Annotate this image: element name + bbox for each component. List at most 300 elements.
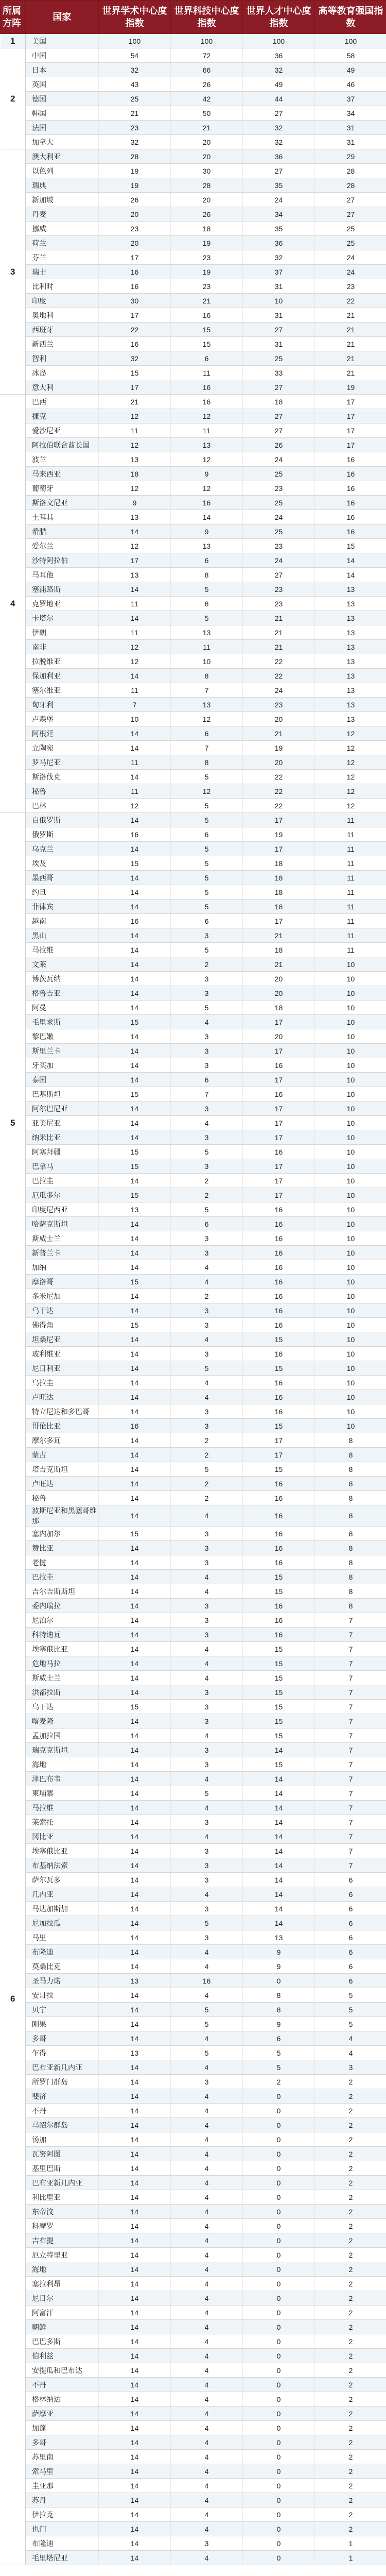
table-row	[1, 2479, 386, 2493]
academic-cell: 14	[99, 871, 171, 885]
tech-cell: 9	[171, 467, 243, 481]
country-cell: 格林纳达	[26, 2392, 99, 2406]
talent-cell: 16	[243, 1390, 315, 1404]
academic-cell: 14	[99, 1541, 171, 1555]
tech-cell: 3	[171, 1902, 243, 1916]
education-cell: 10	[315, 1174, 386, 1188]
academic-cell: 14	[99, 2205, 171, 2219]
tech-cell: 3	[171, 2536, 243, 2551]
tech-cell: 4	[171, 2522, 243, 2536]
education-cell: 8	[315, 1477, 386, 1491]
table-row	[1, 755, 386, 770]
academic-cell: 14	[99, 770, 171, 784]
country-cell: 佛得角	[26, 1318, 99, 1332]
education-cell: 3	[315, 2060, 386, 2075]
table-row	[1, 553, 386, 568]
education-cell: 10	[315, 1130, 386, 1145]
country-cell: 奥地利	[26, 308, 99, 323]
table-row	[1, 1275, 386, 1289]
country-cell: 斯洛文尼亚	[26, 496, 99, 510]
academic-cell: 14	[99, 1231, 171, 1246]
academic-cell: 14	[99, 2421, 171, 2435]
education-cell: 10	[315, 1303, 386, 1318]
talent-cell: 16	[243, 1628, 315, 1642]
academic-cell: 14	[99, 1073, 171, 1087]
tech-cell: 2	[171, 957, 243, 972]
education-cell: 21	[315, 323, 386, 337]
table-row	[1, 2219, 386, 2233]
table-row	[1, 654, 386, 669]
table-row	[1, 1959, 386, 1974]
table-row	[1, 1202, 386, 1217]
talent-cell: 20	[243, 1029, 315, 1044]
table-row	[1, 1145, 386, 1159]
country-cell: 阿塞拜疆	[26, 1145, 99, 1159]
country-cell: 多米尼加	[26, 1289, 99, 1303]
country-cell: 洪都拉斯	[26, 1685, 99, 1700]
talent-cell: 8	[243, 2003, 315, 2017]
tech-cell: 13	[171, 625, 243, 640]
academic-cell: 14	[99, 1844, 171, 1858]
tech-cell: 5	[171, 2003, 243, 2017]
country-cell: 吉尔吉斯斯坦	[26, 1584, 99, 1599]
academic-cell: 14	[99, 2363, 171, 2378]
country-cell: 新西兰	[26, 337, 99, 351]
table-row	[1, 467, 386, 481]
talent-cell: 0	[243, 2205, 315, 2219]
education-cell: 10	[315, 1202, 386, 1217]
tech-cell: 2	[171, 1491, 243, 1505]
academic-cell: 14	[99, 2104, 171, 2118]
education-cell: 2	[315, 2378, 386, 2392]
country-cell: 巴基斯坦	[26, 1087, 99, 1101]
table-row	[1, 34, 386, 48]
talent-cell: 22	[243, 770, 315, 784]
academic-cell: 23	[99, 121, 171, 135]
academic-cell: 14	[99, 611, 171, 625]
country-cell: 越南	[26, 914, 99, 928]
header-tier: 所属方阵	[1, 1, 26, 34]
country-cell: 巴西	[26, 395, 99, 409]
academic-cell: 32	[99, 351, 171, 366]
country-cell: 巴巴多斯	[26, 2334, 99, 2349]
education-cell: 10	[315, 1073, 386, 1087]
talent-cell: 32	[243, 121, 315, 135]
talent-cell: 14	[243, 1844, 315, 1858]
talent-cell: 22	[243, 669, 315, 683]
country-cell: 埃塞俄比亚	[26, 1642, 99, 1656]
country-cell: 哈萨克斯坦	[26, 1217, 99, 1231]
tech-cell: 5	[171, 799, 243, 813]
country-cell: 阿尔巴尼亚	[26, 1101, 99, 1116]
education-cell: 2	[315, 2118, 386, 2132]
academic-cell: 14	[99, 2017, 171, 2031]
country-cell: 牙买加	[26, 1058, 99, 1073]
academic-cell: 14	[99, 2031, 171, 2046]
tech-cell: 3	[171, 1815, 243, 1829]
academic-cell: 16	[99, 265, 171, 279]
talent-cell: 21	[243, 726, 315, 741]
table-row	[1, 1801, 386, 1815]
talent-cell: 21	[243, 611, 315, 625]
table-row	[1, 2031, 386, 2046]
country-cell: 斯威士兰	[26, 1231, 99, 1246]
talent-cell: 8	[243, 1988, 315, 2003]
academic-cell: 14	[99, 1289, 171, 1303]
education-cell: 6	[315, 1959, 386, 1974]
country-cell: 卢旺达	[26, 1390, 99, 1404]
country-cell: 韩国	[26, 106, 99, 121]
table-row	[1, 366, 386, 380]
tech-cell: 4	[171, 1584, 243, 1599]
talent-cell: 16	[243, 1477, 315, 1491]
education-cell: 2	[315, 2435, 386, 2450]
talent-cell: 15	[243, 1728, 315, 1743]
country-cell: 菲律宾	[26, 900, 99, 914]
tech-cell: 4	[171, 1332, 243, 1347]
table-row	[1, 1073, 386, 1087]
table-row	[1, 423, 386, 438]
country-cell: 基里巴斯	[26, 2161, 99, 2176]
country-cell: 安哥拉	[26, 1988, 99, 2003]
table-row	[1, 1303, 386, 1318]
tech-cell: 4	[171, 2205, 243, 2219]
education-cell: 10	[315, 1419, 386, 1433]
talent-cell: 16	[243, 1491, 315, 1505]
academic-cell: 12	[99, 539, 171, 553]
academic-cell: 15	[99, 1275, 171, 1289]
education-cell: 7	[315, 1714, 386, 1728]
talent-cell: 9	[243, 2017, 315, 2031]
tech-cell: 4	[171, 2161, 243, 2176]
academic-cell: 11	[99, 784, 171, 799]
education-cell: 24	[315, 265, 386, 279]
tech-cell: 5	[171, 582, 243, 597]
table-row	[1, 1599, 386, 1613]
table-row	[1, 957, 386, 972]
talent-cell: 17	[243, 1433, 315, 1448]
country-cell: 墨西哥	[26, 871, 99, 885]
tech-cell: 6	[171, 827, 243, 842]
tech-cell: 16	[171, 496, 243, 510]
education-cell: 19	[315, 380, 386, 395]
academic-cell: 14	[99, 1642, 171, 1656]
education-cell: 7	[315, 1801, 386, 1815]
education-cell: 7	[315, 1844, 386, 1858]
tech-cell: 3	[171, 1930, 243, 1945]
education-cell: 7	[315, 1815, 386, 1829]
tech-cell: 4	[171, 2176, 243, 2190]
table-row	[1, 1087, 386, 1101]
country-cell: 科特迪瓦	[26, 1628, 99, 1642]
country-cell: 尼日利亚	[26, 1361, 99, 1376]
education-cell: 10	[315, 1289, 386, 1303]
country-cell: 莱索托	[26, 1815, 99, 1829]
tech-cell: 2	[171, 1289, 243, 1303]
table-row	[1, 510, 386, 524]
tech-cell: 11	[171, 423, 243, 438]
tech-cell: 4	[171, 2421, 243, 2435]
education-cell: 2	[315, 2248, 386, 2262]
academic-cell: 14	[99, 1815, 171, 1829]
table-row	[1, 279, 386, 294]
tech-cell: 8	[171, 755, 243, 770]
academic-cell: 14	[99, 972, 171, 986]
country-cell: 尼泊尔	[26, 1613, 99, 1628]
education-cell: 7	[315, 1743, 386, 1757]
talent-cell: 20	[243, 972, 315, 986]
academic-cell: 14	[99, 2378, 171, 2392]
country-cell: 巴林	[26, 799, 99, 813]
country-cell: 布隆迪	[26, 2536, 99, 2551]
education-cell: 13	[315, 654, 386, 669]
country-cell: 贝宁	[26, 2003, 99, 2017]
education-cell: 11	[315, 827, 386, 842]
country-cell: 保加利亚	[26, 669, 99, 683]
talent-cell: 20	[243, 986, 315, 1001]
table-row	[1, 337, 386, 351]
country-cell: 印度尼西亚	[26, 1202, 99, 1217]
academic-cell: 14	[99, 1217, 171, 1231]
talent-cell: 0	[243, 2363, 315, 2378]
talent-cell: 17	[243, 914, 315, 928]
tech-cell: 3	[171, 1628, 243, 1642]
education-cell: 17	[315, 395, 386, 409]
table-row	[1, 323, 386, 337]
academic-cell: 19	[99, 164, 171, 178]
academic-cell: 14	[99, 1029, 171, 1044]
talent-cell: 18	[243, 871, 315, 885]
header-country: 国家	[26, 1, 99, 34]
academic-cell: 14	[99, 928, 171, 943]
education-cell: 5	[315, 2017, 386, 2031]
talent-cell: 14	[243, 1829, 315, 1844]
academic-cell: 14	[99, 1599, 171, 1613]
education-cell: 2	[315, 2089, 386, 2104]
tech-cell: 6	[171, 553, 243, 568]
education-cell: 46	[315, 77, 386, 92]
tech-cell: 4	[171, 2132, 243, 2147]
table-row	[1, 842, 386, 856]
talent-cell: 0	[243, 2147, 315, 2161]
country-cell: 印度	[26, 294, 99, 308]
header-talent: 世界人才中心度指数	[243, 1, 315, 34]
country-cell: 塔吉克斯坦	[26, 1462, 99, 1477]
academic-cell: 17	[99, 380, 171, 395]
education-cell: 6	[315, 1887, 386, 1902]
country-cell: 乌干达	[26, 1303, 99, 1318]
tech-cell: 3	[171, 1044, 243, 1058]
talent-cell: 0	[243, 2507, 315, 2522]
table-row	[1, 1130, 386, 1145]
talent-cell: 17	[243, 1116, 315, 1130]
tech-cell: 5	[171, 770, 243, 784]
tech-cell: 4	[171, 1829, 243, 1844]
country-cell: 毛里塔尼亚	[26, 2551, 99, 2565]
table-row	[1, 2190, 386, 2205]
talent-cell: 14	[243, 1873, 315, 1887]
tech-cell: 4	[171, 2406, 243, 2421]
education-cell: 8	[315, 1541, 386, 1555]
education-cell: 2	[315, 2219, 386, 2233]
country-cell: 赞比亚	[26, 1541, 99, 1555]
talent-cell: 16	[243, 1289, 315, 1303]
table-row	[1, 1858, 386, 1873]
country-cell: 马拉维	[26, 1801, 99, 1815]
academic-cell: 14	[99, 1477, 171, 1491]
academic-cell: 14	[99, 1902, 171, 1916]
talent-cell: 24	[243, 683, 315, 698]
tech-cell: 4	[171, 1959, 243, 1974]
academic-cell: 12	[99, 438, 171, 452]
table-row	[1, 1116, 386, 1130]
tech-cell: 5	[171, 856, 243, 871]
table-row	[1, 1700, 386, 1714]
talent-cell: 36	[243, 149, 315, 164]
country-cell: 苏丹	[26, 2493, 99, 2507]
table-row	[1, 1404, 386, 1419]
education-cell: 2	[315, 2306, 386, 2320]
talent-cell: 17	[243, 842, 315, 856]
country-cell: 法国	[26, 121, 99, 135]
country-cell: 布基纳法索	[26, 1858, 99, 1873]
academic-cell: 17	[99, 553, 171, 568]
talent-cell: 17	[243, 1159, 315, 1174]
country-cell: 塞拉利昂	[26, 2277, 99, 2291]
table-row	[1, 496, 386, 510]
talent-cell: 17	[243, 1174, 315, 1188]
country-cell: 利比里亚	[26, 2190, 99, 2205]
academic-cell: 15	[99, 1015, 171, 1029]
country-cell: 巴布亚新几内亚	[26, 2060, 99, 2075]
talent-cell: 22	[243, 784, 315, 799]
table-row	[1, 2248, 386, 2262]
talent-cell: 27	[243, 164, 315, 178]
education-cell: 6	[315, 1873, 386, 1887]
table-row	[1, 1873, 386, 1887]
tech-cell: 16	[171, 380, 243, 395]
country-cell: 博茨瓦纳	[26, 972, 99, 986]
tech-cell: 4	[171, 1656, 243, 1671]
education-cell: 2	[315, 2205, 386, 2219]
talent-cell: 23	[243, 597, 315, 611]
talent-cell: 13	[243, 1930, 315, 1945]
education-cell: 6	[315, 1916, 386, 1930]
education-cell: 8	[315, 1433, 386, 1448]
tech-cell: 3	[171, 1527, 243, 1541]
education-cell: 2	[315, 2334, 386, 2349]
tech-cell: 6	[171, 1217, 243, 1231]
academic-cell: 14	[99, 1448, 171, 1462]
country-cell: 委内瑞拉	[26, 1599, 99, 1613]
academic-cell: 15	[99, 1700, 171, 1714]
tech-cell: 2	[171, 1477, 243, 1491]
education-cell: 2	[315, 2464, 386, 2479]
education-cell: 31	[315, 121, 386, 135]
academic-cell: 14	[99, 524, 171, 539]
academic-cell: 14	[99, 2392, 171, 2406]
tech-cell: 16	[171, 308, 243, 323]
talent-cell: 21	[243, 957, 315, 972]
tech-cell: 4	[171, 1390, 243, 1404]
academic-cell: 13	[99, 1974, 171, 1988]
education-cell: 13	[315, 669, 386, 683]
table-row	[1, 2017, 386, 2031]
table-row	[1, 193, 386, 207]
academic-cell: 14	[99, 1332, 171, 1347]
tier-cell: 2	[1, 48, 26, 149]
education-cell: 7	[315, 1700, 386, 1714]
table-row	[1, 799, 386, 813]
tech-cell: 12	[171, 784, 243, 799]
tech-cell: 4	[171, 2334, 243, 2349]
table-row	[1, 2277, 386, 2291]
academic-cell: 14	[99, 1714, 171, 1728]
talent-cell: 16	[243, 1599, 315, 1613]
country-cell: 黑山	[26, 928, 99, 943]
education-cell: 8	[315, 1505, 386, 1527]
country-cell: 芬兰	[26, 250, 99, 265]
education-cell: 10	[315, 1332, 386, 1347]
table-row	[1, 92, 386, 106]
talent-cell: 16	[243, 1376, 315, 1390]
country-cell: 意大利	[26, 380, 99, 395]
country-cell: 莫桑比克	[26, 1959, 99, 1974]
table-row	[1, 770, 386, 784]
table-row	[1, 1217, 386, 1231]
table-row	[1, 250, 386, 265]
talent-cell: 0	[243, 2104, 315, 2118]
education-cell: 11	[315, 842, 386, 856]
table-row	[1, 1613, 386, 1628]
academic-cell: 25	[99, 92, 171, 106]
country-cell: 阿富汗	[26, 2306, 99, 2320]
table-row	[1, 784, 386, 799]
education-cell: 7	[315, 1772, 386, 1786]
academic-cell: 28	[99, 149, 171, 164]
table-row	[1, 63, 386, 77]
talent-cell: 17	[243, 1130, 315, 1145]
talent-cell: 0	[243, 2248, 315, 2262]
country-cell: 澳大利亚	[26, 149, 99, 164]
talent-cell: 15	[243, 1642, 315, 1656]
tech-cell: 3	[171, 1419, 243, 1433]
education-cell: 12	[315, 770, 386, 784]
tech-cell: 5	[171, 1001, 243, 1015]
table-row	[1, 2378, 386, 2392]
table-row	[1, 135, 386, 149]
tech-cell: 4	[171, 2248, 243, 2262]
country-cell: 几内亚	[26, 1887, 99, 1902]
talent-cell: 18	[243, 856, 315, 871]
table-row	[1, 2522, 386, 2536]
tech-cell: 3	[171, 1058, 243, 1073]
country-cell: 波斯尼亚和黑塞哥维那	[26, 1505, 99, 1527]
table-row	[1, 2551, 386, 2565]
tech-cell: 2	[171, 1174, 243, 1188]
talent-cell: 17	[243, 1101, 315, 1116]
education-cell: 13	[315, 712, 386, 726]
country-cell: 瑞克克斯坦	[26, 1743, 99, 1757]
academic-cell: 26	[99, 193, 171, 207]
education-cell: 2	[315, 2450, 386, 2464]
table-row	[1, 943, 386, 957]
academic-cell: 14	[99, 1613, 171, 1628]
talent-cell: 0	[243, 2421, 315, 2435]
education-cell: 12	[315, 799, 386, 813]
table-row	[1, 539, 386, 553]
talent-cell: 23	[243, 539, 315, 553]
